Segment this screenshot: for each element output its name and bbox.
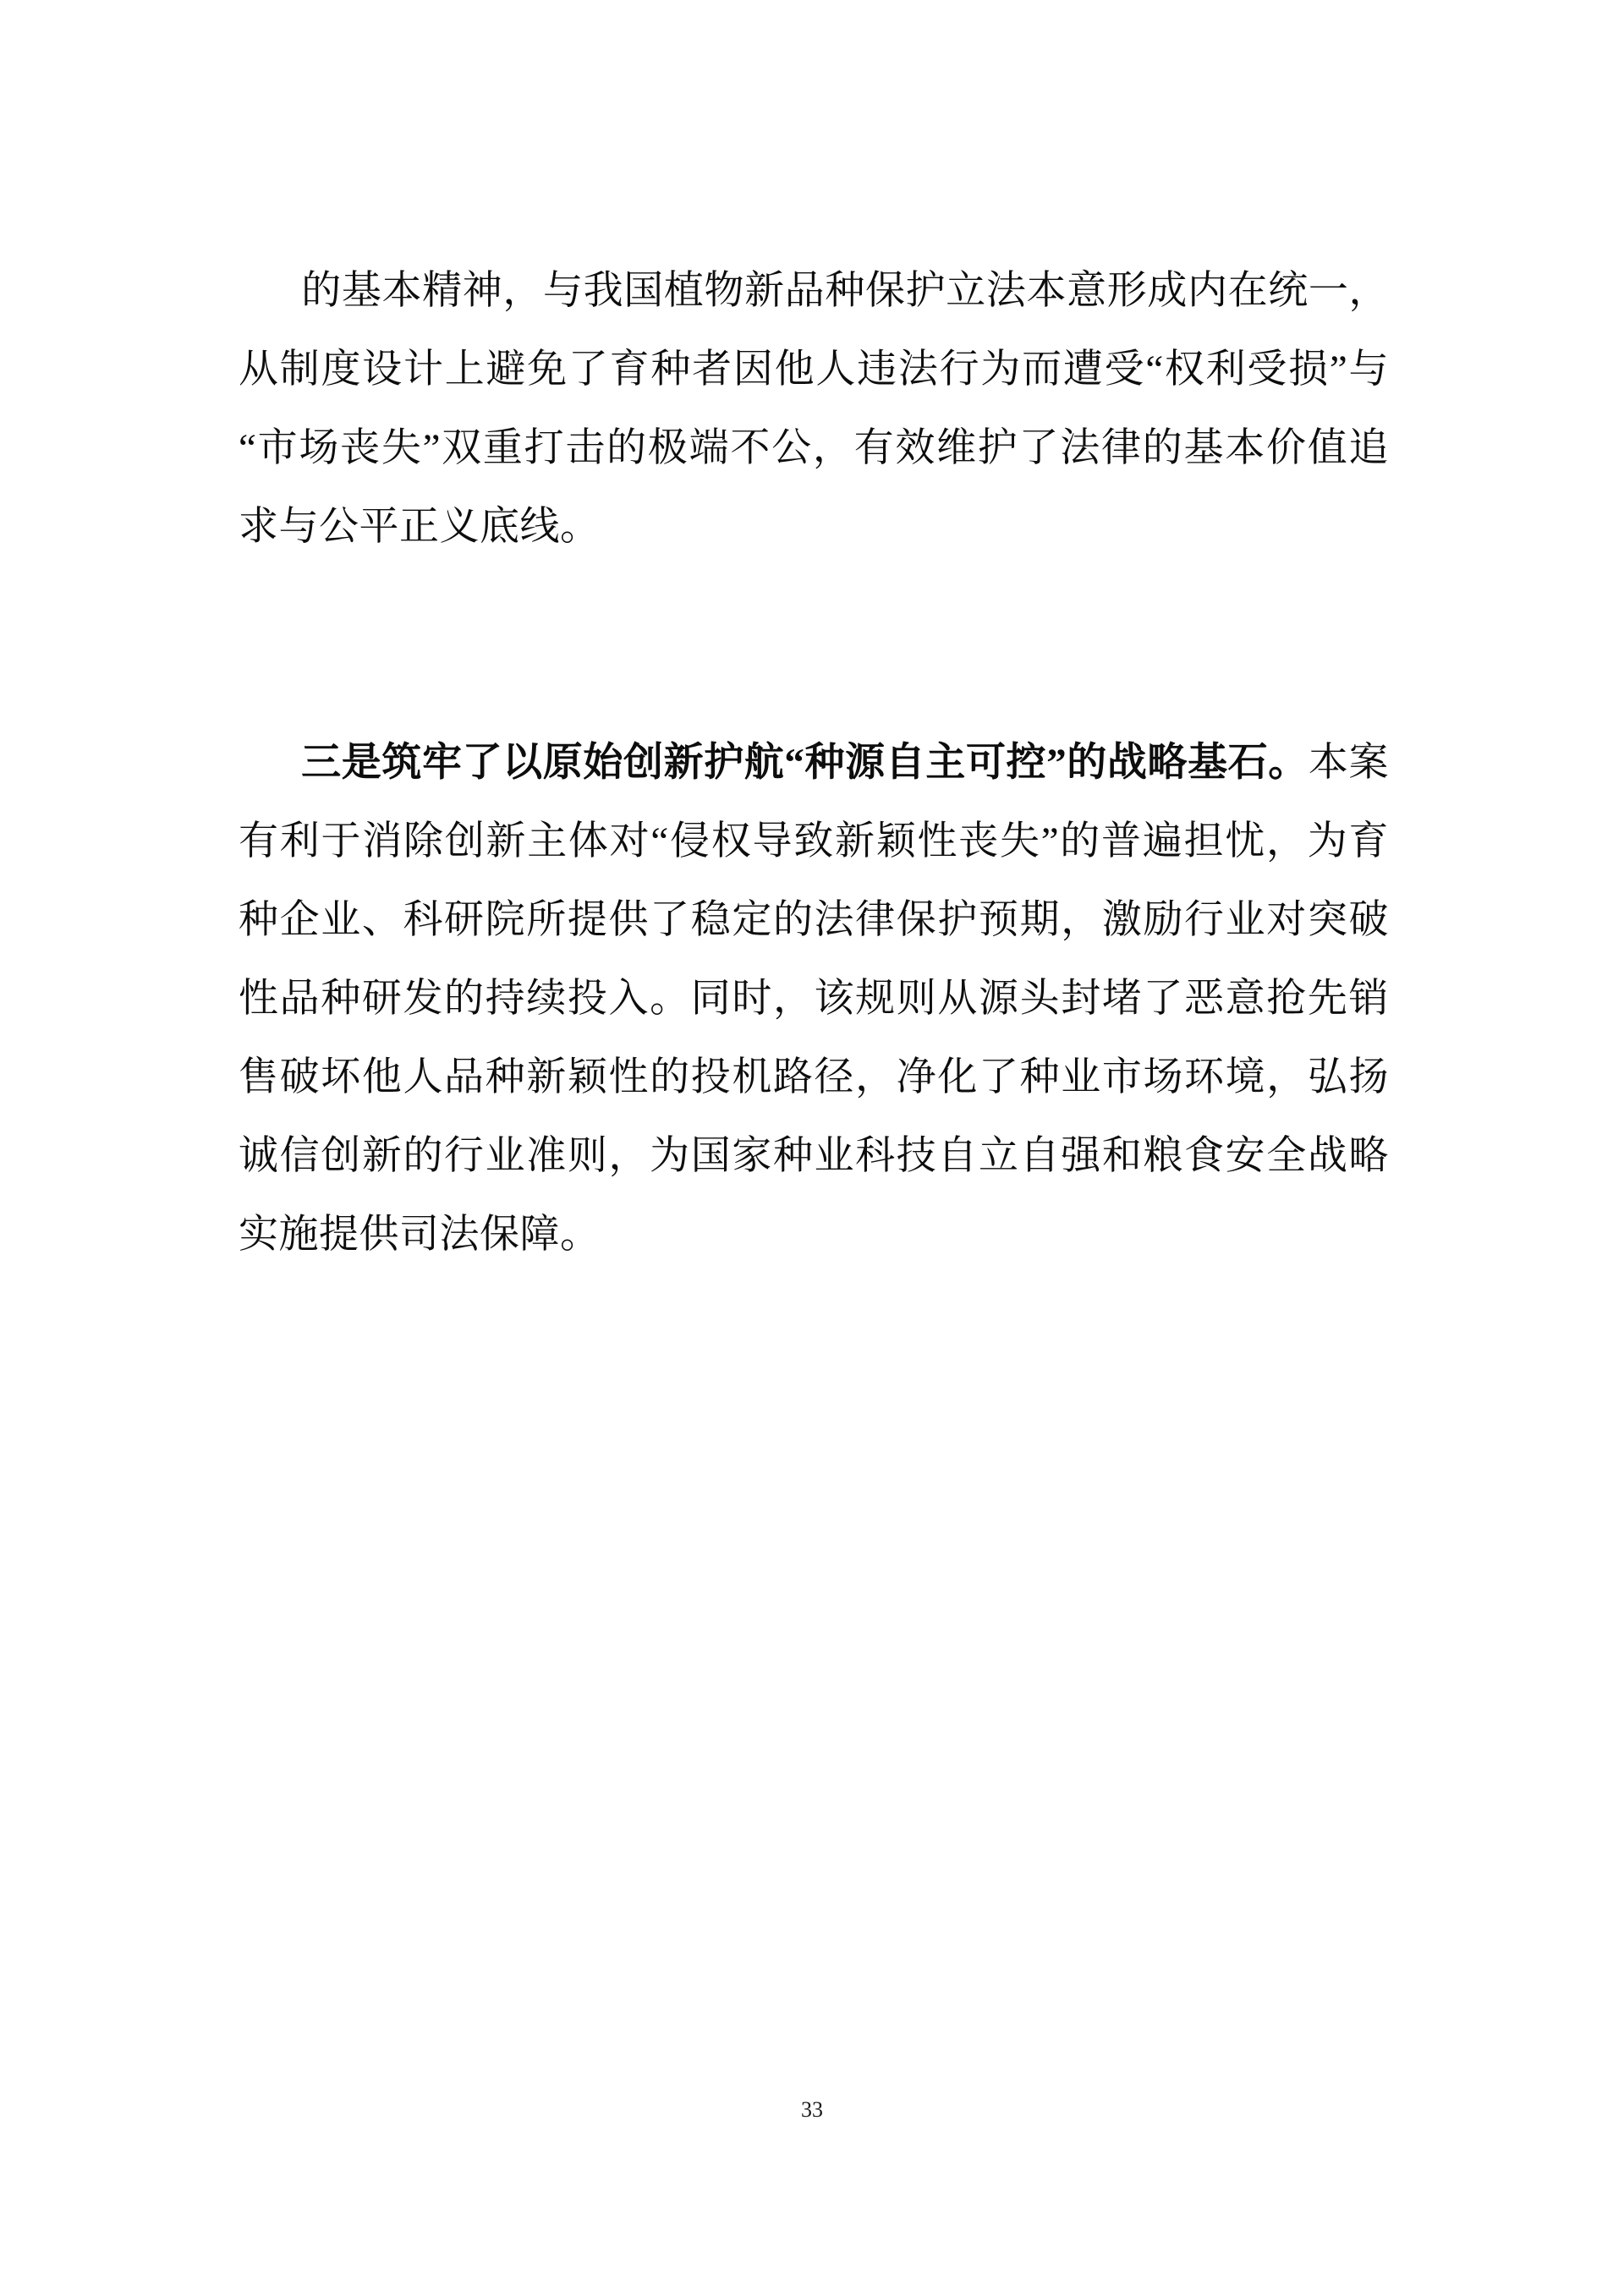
paragraph-text: 的基本精神，与我国植物新品种保护立法本意形成内在统一，从制度设计上避免了育种者因他人违法行为而遭受“权利受损”与“市场丧失”双重打击的极端不公，有效维护了法律的基本价值追求与公平正义底线。	[239, 269, 1389, 549]
page-body	[239, 173, 1389, 1353]
page-number: 33	[801, 2097, 823, 2122]
paragraph-third-point	[239, 645, 1389, 1353]
paragraph-continued	[239, 173, 1389, 645]
paragraph-bold-lead: 三是筑牢了以原始创新护航“种源自主可控”的战略基石。	[301, 741, 1309, 785]
paragraph-text: 本案有利于消除创新主体对“侵权导致新颖性丧失”的普遍担忧，为育种企业、科研院所提供了稳定的法律保护预期，激励行业对突破性品种研发的持续投入。同时，该规则从源头封堵了恶意抢先销售破坏他人品种新颖性的投机路径，净化了种业市场环境，弘扬诚信创新的行业准则，为国家种业科技自立自强和粮食安全战略实施提供司法保障。	[239, 741, 1390, 1257]
